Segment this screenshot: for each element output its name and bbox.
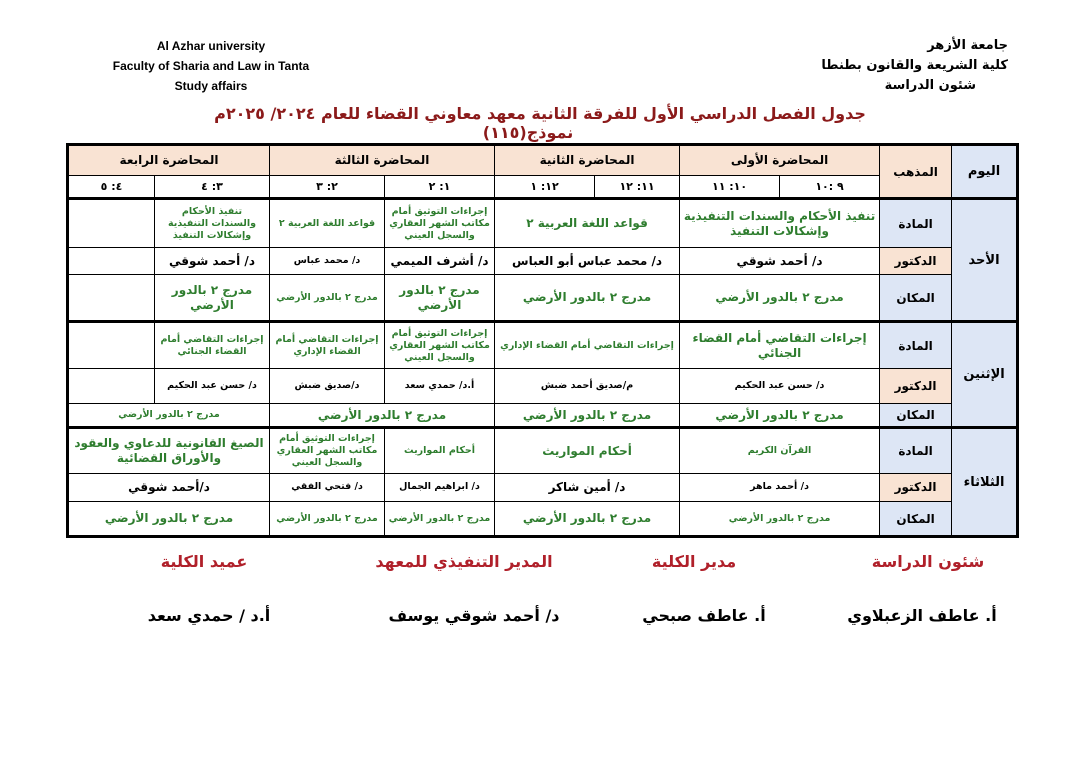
doctor-cell: د/ محمد عباس [270, 248, 385, 275]
place-cell: مدرج ٢ بالدور الأرضي [270, 403, 495, 428]
place-cell: مدرج ٢ بالدور الأرضي [68, 403, 270, 428]
subject-cell: إجراءات التوثيق أمام مكاتب الشهر العقاري والسجل العيني [385, 322, 495, 369]
doctor-cell: د/ فتحي الفقي [270, 473, 385, 502]
doctor-cell: د/ ابراهيم الجمال [385, 473, 495, 502]
subject-cell: قواعد اللغة العربية ٢ [270, 199, 385, 248]
time-slot: ٢: ٣ [270, 175, 385, 199]
subject-cell: القرآن الكريم [680, 428, 880, 473]
place-cell: مدرج ٢ بالدور الأرضي [385, 274, 495, 321]
signature-title: عميد الكلية [160, 552, 248, 571]
day-header: اليوم [952, 145, 1018, 199]
subject-cell [68, 199, 155, 248]
place-cell: مدرج ٢ بالدور الأرضي [495, 403, 680, 428]
time-slot: ١٠: ١١ [680, 175, 780, 199]
signature-name: أ. عاطف صبحي [642, 606, 766, 625]
header-en-line: Al Azhar university [156, 39, 266, 53]
subject-cell: إجراءات التقاضي أمام القضاء الجنائي [680, 322, 880, 369]
subject-cell: قواعد اللغة العربية ٢ [495, 199, 680, 248]
place-cell: مدرج ٢ بالدور الأرضي [680, 502, 880, 537]
doctor-cell: د/ حسن عبد الحكيم [155, 369, 270, 404]
subject-cell: الصيغ القانونية للدعاوي والعقود والأوراق القضائية [68, 428, 270, 473]
signature-name: أ.د / حمدي سعد [147, 606, 271, 625]
lecture-header: المحاضرة الثانية [495, 145, 680, 176]
doctor-cell: د/ أشرف الميمي [385, 248, 495, 275]
title-text: جدول الفصل الدراسي الأول للفرقة الثانية معهد معاوني القضاء للعام ٢٠٢٤/ ٢٠٢٥م [214, 104, 866, 123]
signature-title: المدير التنفيذي للمعهد [375, 552, 553, 571]
doctor-cell [68, 248, 155, 275]
subject-cell: إجراءات التقاضي أمام القضاء الجنائي [155, 322, 270, 369]
header-ar-line: شئون الدراسة [884, 78, 976, 93]
place-cell: مدرج ٢ بالدور الأرضي [680, 403, 880, 428]
doctor-cell: د/ أمين شاكر [495, 473, 680, 502]
document-title [160, 104, 920, 142]
doctor-cell: د/أحمد شوقي [68, 473, 270, 502]
place-cell: مدرج ٢ بالدور الأرضي [270, 502, 385, 537]
signature-title: شئون الدراسة [871, 552, 985, 571]
schedule-table [66, 143, 1019, 538]
row-label-place: المكان [880, 274, 952, 321]
subject-cell: إجراءات التقاضي أمام القضاء الإداري [270, 322, 385, 369]
doctor-cell: د/ أحمد ماهر [680, 473, 880, 502]
lecture-header: المحاضرة الثالثة [270, 145, 495, 176]
header-ar-line: جامعة الأزهر [927, 38, 1008, 53]
doctor-cell: أ.د/ حمدي سعد [385, 369, 495, 404]
header-en-line: Faculty of Sharia and Law in Tanta [112, 59, 310, 73]
lecture-header: المحاضرة الأولى [680, 145, 880, 176]
time-slot: ١: ٢ [385, 175, 495, 199]
row-label-doctor: الدكتور [880, 248, 952, 275]
row-label-doctor: الدكتور [880, 473, 952, 502]
subject-cell: إجراءات التقاضي أمام القضاء الإداري [495, 322, 680, 369]
row-label-doctor: الدكتور [880, 369, 952, 404]
place-cell: مدرج ٢ بالدور الأرضي [270, 274, 385, 321]
signature-name: أ. عاطف الزعبلاوي [847, 606, 997, 625]
place-cell: مدرج ٢ بالدور الأرضي [385, 502, 495, 537]
row-label-subject: المادة [880, 322, 952, 369]
row-label-subject: المادة [880, 199, 952, 248]
row-label-place: المكان [880, 502, 952, 537]
time-slot: ٤: ٥ [68, 175, 155, 199]
header-arabic [788, 36, 1008, 96]
subject-cell: أحكام المواريث [385, 428, 495, 473]
row-label-place: المكان [880, 403, 952, 428]
header-english [96, 36, 326, 96]
subject-cell: إجراءات التوثيق أمام مكاتب الشهر العقاري والسجل العيني [385, 199, 495, 248]
place-cell: مدرج ٢ بالدور الأرضي [495, 502, 680, 537]
time-slot: ٣: ٤ [155, 175, 270, 199]
type-header: المذهب [880, 145, 952, 199]
lecture-header: المحاضرة الرابعة [68, 145, 270, 176]
day-name: الإثنين [952, 322, 1018, 428]
header-en-line: Study affairs [174, 79, 248, 93]
place-cell: مدرج ٢ بالدور الأرضي [680, 274, 880, 321]
doctor-cell: د/ محمد عباس أبو العباس [495, 248, 680, 275]
model-number: نموذج(١١٥) [482, 123, 574, 142]
doctor-cell: د/ حسن عبد الحكيم [680, 369, 880, 404]
doctor-cell: د/صديق ضبش [270, 369, 385, 404]
place-cell: مدرج ٢ بالدور الأرضي [495, 274, 680, 321]
day-name: الأحد [952, 199, 1018, 322]
subject-cell: تنفيذ الأحكام والسندات التنفيذية وإشكالات التنفيذ [155, 199, 270, 248]
place-cell [68, 274, 155, 321]
doctor-cell [68, 369, 155, 404]
subject-cell: إجراءات التوثيق أمام مكاتب الشهر العقاري والسجل العيني [270, 428, 385, 473]
doctor-cell: م/صديق أحمد ضبش [495, 369, 680, 404]
subject-cell [68, 322, 155, 369]
place-cell: مدرج ٢ بالدور الأرضي [68, 502, 270, 537]
signature-name: د/ أحمد شوقي يوسف [388, 606, 560, 625]
signature-title: مدير الكلية [651, 552, 737, 571]
time-slot: ١١: ١٢ [595, 175, 680, 199]
time-slot: ١٢: ١ [495, 175, 595, 199]
row-label-subject: المادة [880, 428, 952, 473]
subject-cell: تنفيذ الأحكام والسندات التنفيذية وإشكالات التنفيذ [680, 199, 880, 248]
doctor-cell: د/ أحمد شوقي [680, 248, 880, 275]
doctor-cell: د/ أحمد شوقي [155, 248, 270, 275]
place-cell: مدرج ٢ بالدور الأرضي [155, 274, 270, 321]
day-name: الثلاثاء [952, 428, 1018, 537]
subject-cell: أحكام المواريث [495, 428, 680, 473]
time-slot: ٩ :١٠ [780, 175, 880, 199]
header-ar-line: كلية الشريعة والقانون بطنطا [821, 58, 1008, 73]
